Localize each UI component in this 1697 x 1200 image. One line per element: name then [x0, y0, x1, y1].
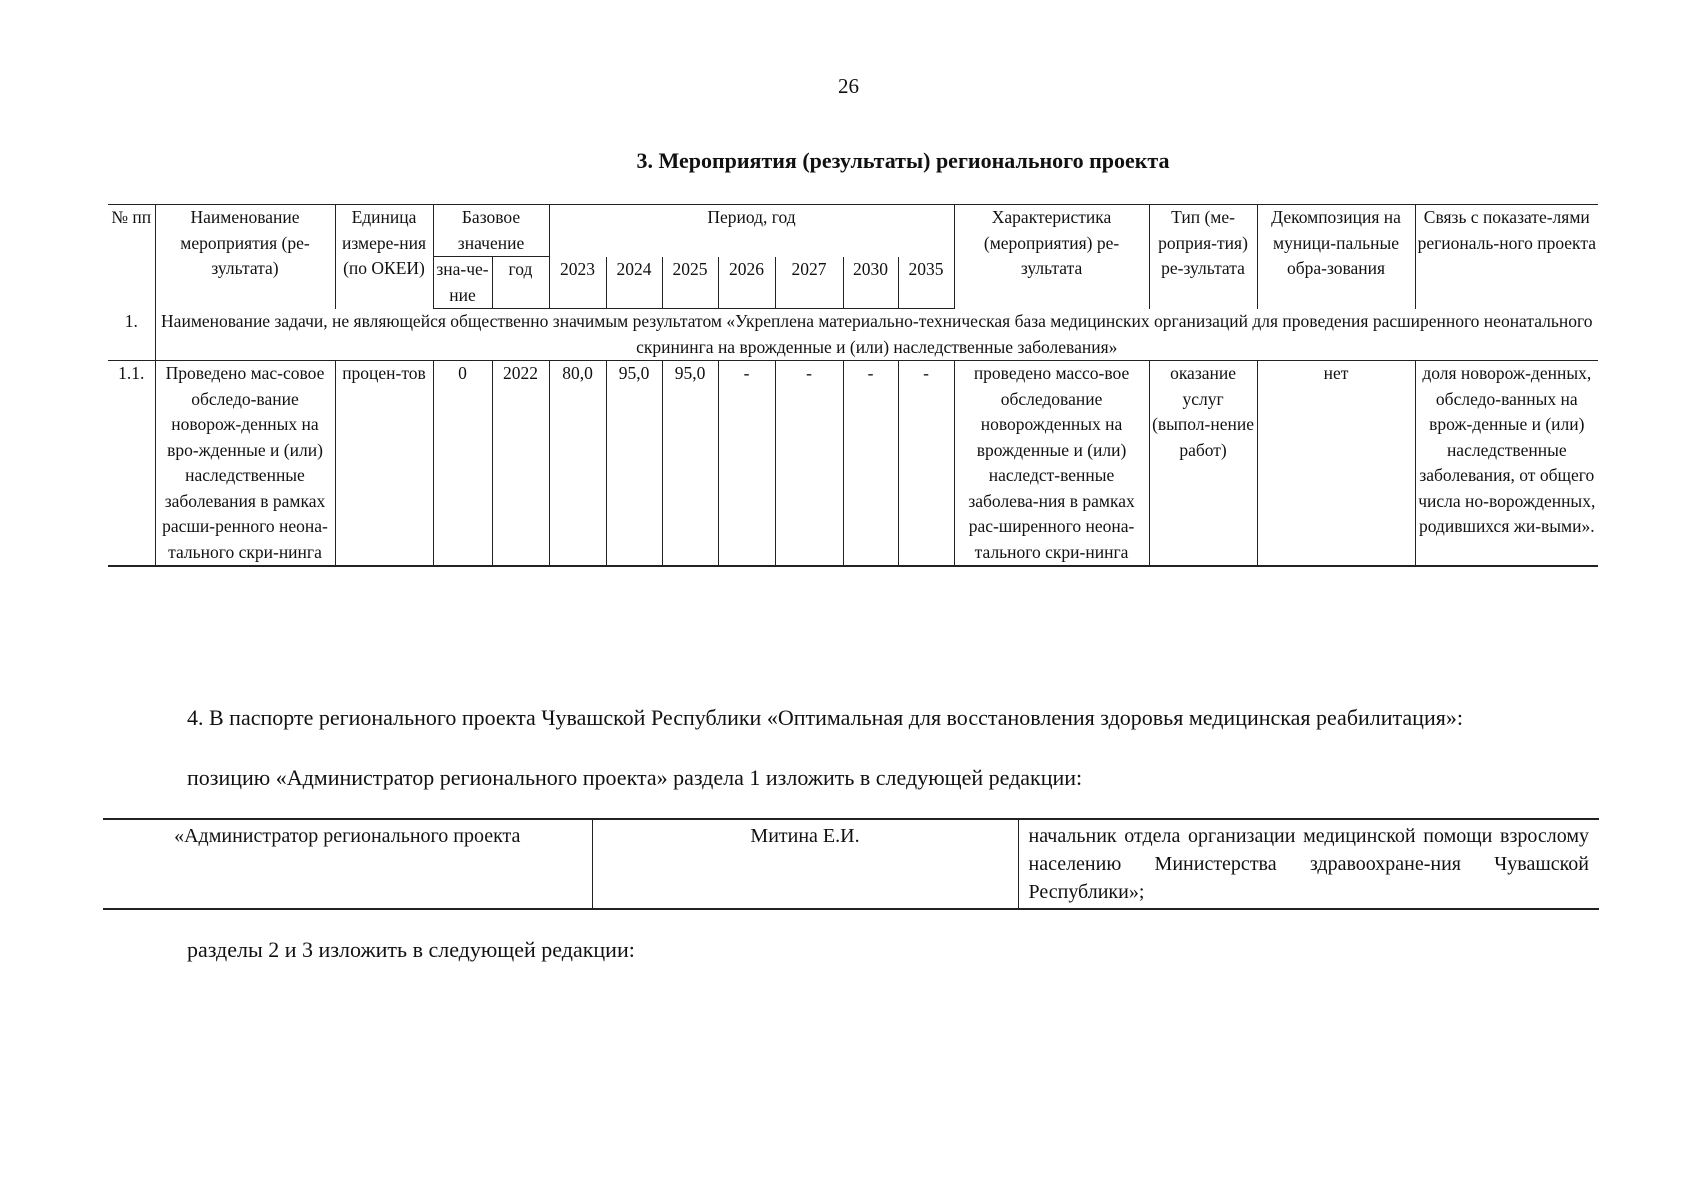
year-header: 2026: [718, 257, 775, 309]
item-name: Проведено мас-совое обследо-вание новорож-денных на вро-жденные и (или) наследственные заболевания в рамках расши-ренного неона-тального скри-нинга: [155, 361, 335, 567]
item-year-value: -: [718, 361, 775, 567]
administrator-table: [103, 818, 1599, 910]
task-row: [108, 309, 1598, 361]
item-base-value: 0: [433, 361, 492, 567]
col-num-header: № пп: [108, 205, 155, 309]
admin-label: «Администратор регионального проекта: [103, 819, 592, 909]
col-name-header: Наименование мероприятия (ре-зультата): [155, 205, 335, 309]
admin-position: начальник отдела организации медицинской помощи взрослому населению Министерства здравоохране-ния Чувашской Республики»;: [1018, 819, 1599, 909]
item-decomposition: нет: [1257, 361, 1415, 567]
item-characteristic: проведено массо-вое обследование новорожденных на врожденные и (или) наследст-венные заболева-ния в рамках рас-ширенного неона-тального скри-нинга: [954, 361, 1149, 567]
table-row: [108, 361, 1598, 567]
item-year-value: 95,0: [606, 361, 662, 567]
year-header: 2025: [662, 257, 718, 309]
col-unit-header: Единица измере-ния (по ОКЕИ): [335, 205, 433, 309]
page-number: 26: [838, 74, 859, 98]
col-decomposition-header: Декомпозиция на муници-пальные обра-зования: [1257, 205, 1415, 309]
results-table: [108, 204, 1598, 567]
item-year-value: -: [898, 361, 954, 567]
item-year-value: 80,0: [549, 361, 606, 567]
col-base-header: Базовое значение: [433, 205, 549, 257]
paragraph-4: [115, 703, 1590, 733]
header-row-1: [108, 205, 1598, 257]
item-num: 1.1.: [108, 361, 155, 567]
admin-person: Митина Е.И.: [592, 819, 1018, 909]
section-title: 3. Мероприятия (результаты) регионального проекта: [636, 148, 1170, 173]
col-link-header: Связь с показате-лями региональ-ного проекта: [1415, 205, 1598, 309]
col-base-value-header: зна-че-ние: [433, 257, 492, 309]
col-characteristic-header: Характеристика (мероприятия) ре-зультата: [954, 205, 1149, 309]
item-type: оказание услуг (выпол-нение работ): [1149, 361, 1257, 567]
year-header: 2035: [898, 257, 954, 309]
item-link: доля новорож-денных, обследо-ванных на врож-денные и (или) наследственные заболевания, от общего числа но-ворожденных, родившихся жи-выми».: [1415, 361, 1598, 567]
item-base-year: 2022: [492, 361, 549, 567]
col-period-header: Период, год: [549, 205, 954, 257]
paragraph-last: разделы 2 и 3 изложить в следующей редакции:: [187, 937, 635, 962]
item-year-value: 95,0: [662, 361, 718, 567]
col-type-header: Тип (ме-роприя-тия) ре-зультата: [1149, 205, 1257, 309]
paragraph-4-sub: позицию «Администратор регионального проекта» раздела 1 изложить в следующей редакции:: [187, 765, 1083, 790]
task-text: Наименование задачи, не являющейся общественно значимым результатом «Укреплена материально-техническая база медицинских организаций для проведения расширенного неонатального скрининга на врожденные и (или) наследственные заболевания»: [155, 309, 1598, 361]
paragraph-4-text: 4. В паспорте регионального проекта Чувашской Республики «Оптимальная для восстановления здоровья медицинская реабилитация»:: [187, 705, 1463, 730]
administrator-row: [103, 819, 1599, 909]
year-header: 2024: [606, 257, 662, 309]
col-base-year-header: год: [492, 257, 549, 309]
item-year-value: -: [775, 361, 843, 567]
task-num: 1.: [108, 309, 155, 361]
year-header: 2027: [775, 257, 843, 309]
item-unit: процен-тов: [335, 361, 433, 567]
year-header: 2023: [549, 257, 606, 309]
item-year-value: -: [843, 361, 898, 567]
year-header: 2030: [843, 257, 898, 309]
